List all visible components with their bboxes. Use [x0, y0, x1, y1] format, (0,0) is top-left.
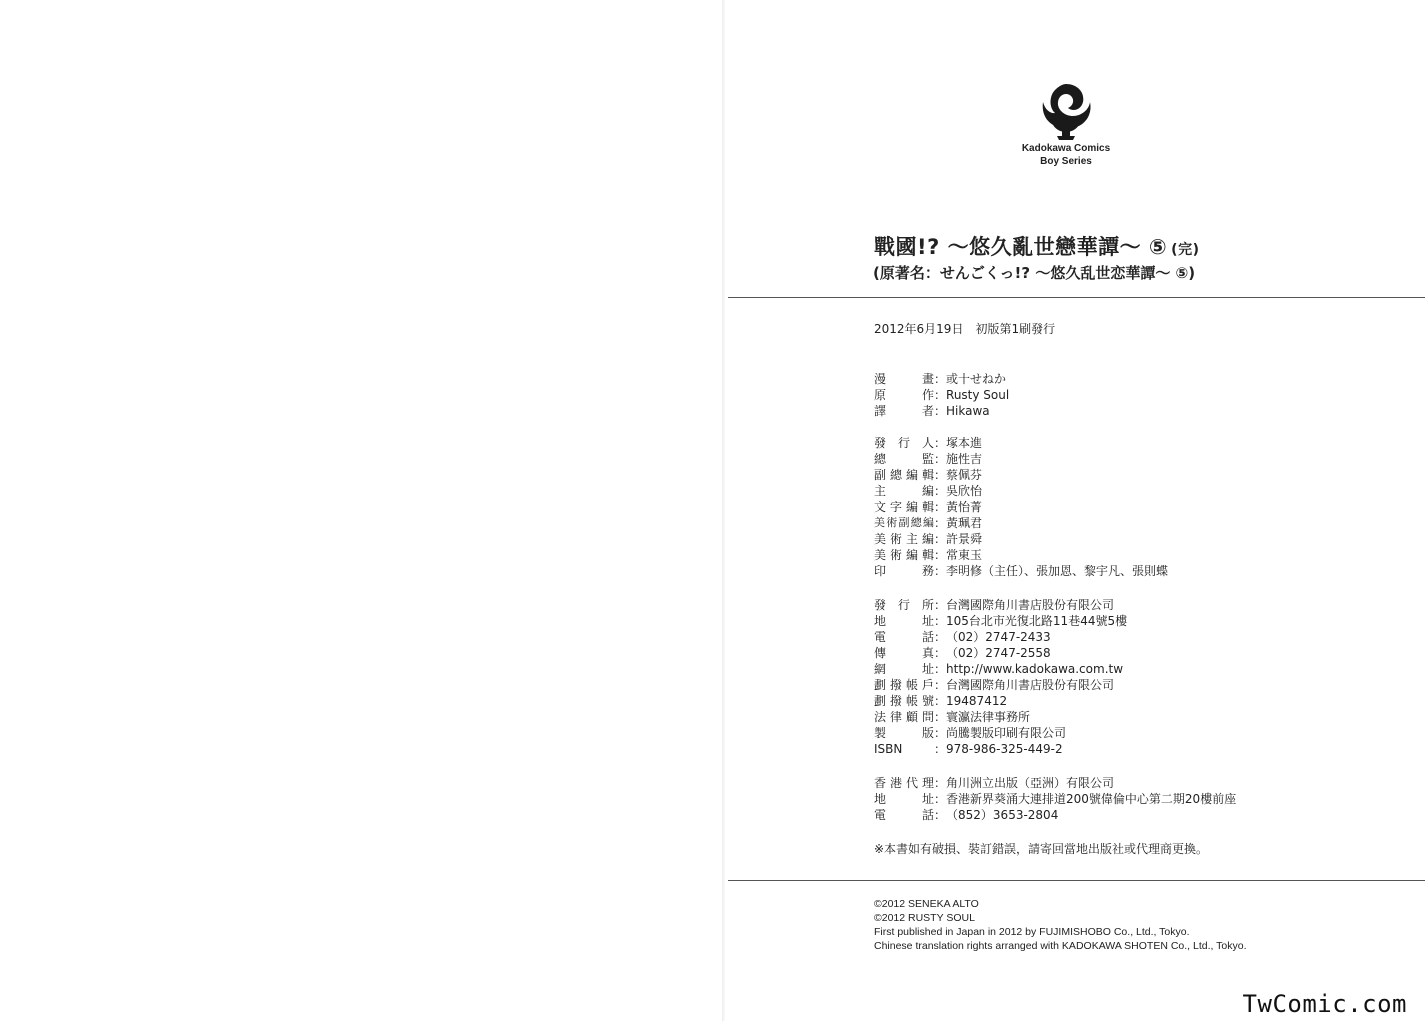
publisher-label: ISBN: [874, 742, 903, 756]
staff-row: 美術主編 ： 許景舜: [874, 532, 983, 546]
publisher-value: 978-986-325-449-2: [946, 742, 1063, 756]
hk-label: 電話: [874, 808, 934, 822]
hk-row: 地址 ： 香港新界葵涌大連排道200號偉倫中心第二期20樓前座: [874, 792, 1237, 806]
staff-value: 蔡佩芬: [946, 468, 983, 482]
copyright-line: Chinese translation rights arranged with KADOKAWA SHOTEN Co., Ltd., Tokyo.: [874, 940, 1247, 952]
staff-label: 主編: [874, 484, 934, 498]
credit-row: 原作 ： Rusty Soul: [874, 388, 1010, 402]
staff-block: [874, 435, 1168, 579]
hk-row: 電話 ： （852）3653-2804: [874, 808, 1059, 822]
staff-value: 李明修（主任）、張加恩、黎宇凡、張則蝶: [946, 564, 1169, 578]
divider-bottom: [728, 880, 1425, 881]
staff-label: 發行人: [874, 436, 934, 450]
page-gutter: [722, 0, 725, 1021]
publisher-row: 電話 ： （02）2747-2433: [874, 630, 1051, 644]
hongkong-block: [874, 775, 1236, 823]
divider-top: [728, 297, 1425, 298]
publisher-block: [874, 597, 1127, 757]
publish-date: 2012年6月19日 初版第1刷發行: [874, 322, 1056, 336]
publisher-label: 劃撥帳號: [874, 694, 934, 708]
logo-line-2: Boy Series: [1040, 156, 1092, 167]
staff-row: 副總編輯 ： 蔡佩芬: [874, 468, 983, 482]
phoenix-logo-icon: [1037, 80, 1095, 142]
copyright-line: ©2012 RUSTY SOUL: [874, 912, 975, 924]
publisher-row: ISBN ： 978-986-325-449-2: [874, 742, 1063, 756]
staff-label: 美術編輯: [874, 548, 934, 562]
staff-label: 美術主編: [874, 532, 934, 546]
publisher-row: 傳真 ： （02）2747-2558: [874, 646, 1051, 660]
publisher-row: 發行所 ： 台灣國際角川書店股份有限公司: [874, 598, 1115, 612]
credit-row: 譯者 ： Hikawa: [874, 404, 990, 418]
publisher-row: 製版 ： 尚騰製版印刷有限公司: [874, 726, 1067, 740]
staff-row: 印務 ： 李明修（主任）、張加恩、黎宇凡、張則蝶: [874, 564, 1169, 578]
publisher-row: 劃撥帳戶 ： 台灣國際角川書店股份有限公司: [874, 678, 1115, 692]
publisher-label: 傳真: [874, 646, 934, 660]
staff-value: 常東玉: [946, 548, 983, 562]
hk-label: 香港代理: [874, 776, 934, 790]
hk-value: 角川洲立出版（亞洲）有限公司: [946, 776, 1115, 790]
book-title: [874, 231, 1199, 261]
credit-label: 譯者: [874, 404, 934, 418]
copyright-line: ©2012 SENEKA ALTO: [874, 898, 979, 910]
publisher-row: 法律顧問 ： 寰瀛法律事務所: [874, 710, 1031, 724]
staff-label: 總監: [874, 452, 934, 466]
book-title-main: 戰國!? ～悠久亂世戀華譚～ ⑤: [874, 235, 1168, 259]
publisher-label: 電話: [874, 630, 934, 644]
staff-row: 發行人 ： 塚本進: [874, 436, 983, 450]
credit-value: 或十せねか: [946, 372, 1007, 386]
publisher-value: （02）2747-2558: [946, 646, 1051, 660]
publisher-value: 105台北市光復北路11巷44號5樓: [946, 614, 1128, 628]
staff-row: 美術編輯 ： 常東玉: [874, 548, 983, 562]
staff-label: 文字編輯: [874, 500, 934, 514]
hk-value: 香港新界葵涌大連排道200號偉倫中心第二期20樓前座: [946, 792, 1237, 806]
staff-row: 總監 ： 施性吉: [874, 452, 983, 466]
publisher-value: 寰瀛法律事務所: [946, 710, 1031, 724]
hk-label: 地址: [874, 792, 934, 806]
copyright-block: [874, 897, 1247, 953]
staff-value: 吳欣怡: [946, 484, 983, 498]
replacement-note: ※本書如有破損、裝訂錯誤，請寄回當地出版社或代理商更換。: [874, 842, 1209, 856]
staff-row: 文字編輯 ： 黃怡菁: [874, 500, 983, 514]
publisher-label: 網址: [874, 662, 934, 676]
publisher-row: 網址 ： http://www.kadokawa.com.tw: [874, 662, 1124, 676]
publisher-row: 劃撥帳號 ： 19487412: [874, 694, 1008, 708]
staff-label: 美術副總編: [874, 516, 934, 529]
credit-label: 漫畫: [874, 372, 934, 386]
original-title: (原著名：せんごくっ!? ～悠久乱世恋華譚～ ⑤): [873, 264, 1196, 282]
staff-label: 副總編輯: [874, 468, 934, 482]
creators-block: [874, 371, 1009, 419]
credit-label: 原作: [874, 388, 934, 402]
staff-value: 許景舜: [946, 532, 983, 546]
credit-value: Rusty Soul: [946, 388, 1010, 402]
publisher-label: 製版: [874, 726, 934, 740]
publisher-website[interactable]: http://www.kadokawa.com.tw: [946, 662, 1124, 676]
staff-label: 印務: [874, 564, 934, 578]
publisher-label: 地址: [874, 614, 934, 628]
publisher-label: 發行所: [874, 598, 934, 612]
credit-row: 漫畫 ： 或十せねか: [874, 372, 1007, 386]
publisher-value: （02）2747-2433: [946, 630, 1051, 644]
publisher-value: 19487412: [946, 694, 1008, 708]
publisher-label: 法律顧問: [874, 710, 934, 724]
logo-line-1: Kadokawa Comics: [1021, 143, 1111, 154]
hk-value: （852）3653-2804: [946, 808, 1059, 822]
publisher-value: 尚騰製版印刷有限公司: [946, 726, 1067, 740]
hk-row: 香港代理 ： 角川洲立出版（亞洲）有限公司: [874, 776, 1115, 790]
staff-row: 美術副總編 ： 黃珮君: [874, 516, 983, 530]
staff-row: 主編 ： 吳欣怡: [874, 484, 983, 498]
publisher-label: 劃撥帳戶: [874, 678, 934, 692]
staff-value: 黃珮君: [946, 516, 983, 530]
staff-value: 黃怡菁: [946, 500, 983, 514]
staff-value: 施性吉: [946, 452, 983, 466]
staff-value: 塚本進: [946, 436, 983, 450]
copyright-line: First published in Japan in 2012 by FUJIMISHOBO Co., Ltd., Tokyo.: [874, 926, 1190, 938]
site-watermark: TwComic.com: [1242, 990, 1407, 1018]
publisher-value: 台灣國際角川書店股份有限公司: [946, 678, 1115, 692]
publisher-value: 台灣國際角川書店股份有限公司: [946, 598, 1115, 612]
credit-value: Hikawa: [946, 404, 990, 418]
publisher-row: 地址 ： 105台北市光復北路11巷44號5樓: [874, 614, 1128, 628]
volume-note: (完): [1171, 242, 1200, 258]
publisher-logo: [1018, 80, 1114, 168]
